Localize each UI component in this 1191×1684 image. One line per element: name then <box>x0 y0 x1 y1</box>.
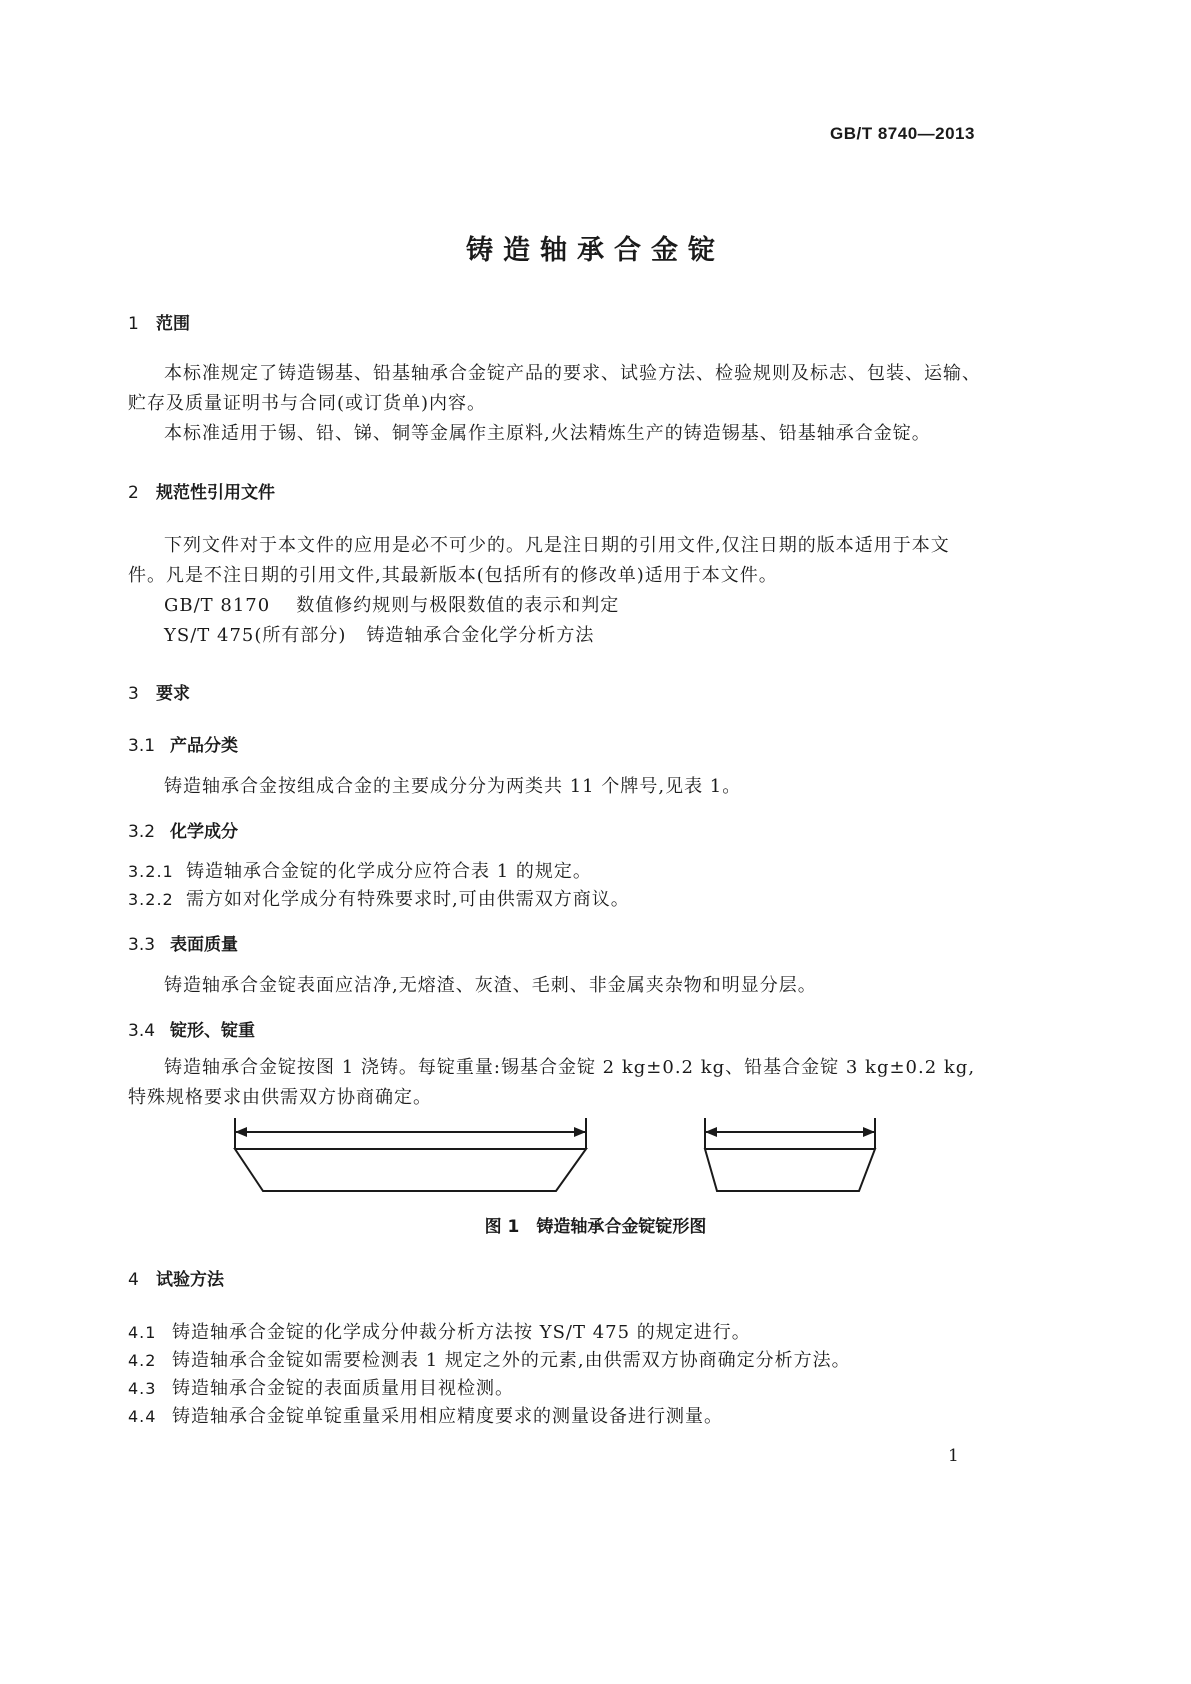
section-1-paragraph-1: 本标准规定了铸造锡基、铅基轴承合金锭产品的要求、试验方法、检验规则及标志、包装、运输、贮存及质量证明书与合同(或订货单)内容。 <box>128 363 981 414</box>
section-1-heading: 1 范围 <box>128 314 190 334</box>
ingot-end-view <box>705 1118 875 1191</box>
section-3-4-paragraph: 铸造轴承合金锭按图 1 浇铸。每锭重量:锡基合金锭 2 kg±0.2 kg、铅基合金锭 3 kg±0.2 kg,特殊规格要求由供需双方协商确定。 <box>128 1057 976 1108</box>
normative-reference-1 <box>164 591 619 617</box>
section-4-heading: 4 试验方法 <box>128 1270 224 1290</box>
reference-title: 数值修约规则与极限数值的表示和判定 <box>296 595 620 616</box>
normative-reference-2 <box>164 621 594 647</box>
section-3-2-heading: 3.2 化学成分 <box>128 822 238 842</box>
clause-4-3: 4.3 铸造轴承合金锭的表面质量用目视检测。 <box>128 1378 514 1399</box>
figure-1-caption: 图 1 铸造轴承合金锭锭形图 <box>484 1217 707 1237</box>
clause-4-4: 4.4 铸造轴承合金锭单锭重量采用相应精度要求的测量设备进行测量。 <box>128 1406 723 1427</box>
section-1-paragraph-2: 本标准适用于锡、铅、锑、铜等金属作主原料,火法精炼生产的铸造锡基、铅基轴承合金锭。 <box>164 423 931 444</box>
reference-code: GB/T 8170 <box>164 595 271 616</box>
reference-code: YS/T 475(所有部分) <box>164 625 347 646</box>
ingot-side-view <box>235 1118 586 1191</box>
section-2-heading: 2 规范性引用文件 <box>128 483 275 503</box>
clause-4-2: 4.2 铸造轴承合金锭如需要检测表 1 规定之外的元素,由供需双方协商确定分析方法。 <box>128 1350 851 1371</box>
section-3-heading: 3 要求 <box>128 684 190 704</box>
clause-3-2-2: 3.2.2 需方如对化学成分有特殊要求时,可由供需双方商议。 <box>128 889 630 910</box>
section-3-3-heading: 3.3 表面质量 <box>128 935 238 955</box>
reference-title: 铸造轴承合金化学分析方法 <box>366 625 595 646</box>
section-3-4-heading: 3.4 锭形、锭重 <box>128 1021 255 1041</box>
page-number: 1 <box>948 1446 959 1466</box>
standard-number: GB/T 8740—2013 <box>830 124 975 143</box>
ingot-shape-figure <box>220 1115 900 1200</box>
section-2-paragraph: 下列文件对于本文件的应用是必不可少的。凡是注日期的引用文件,仅注日期的版本适用于本文件。凡是不注日期的引用文件,其最新版本(包括所有的修改单)适用于本文件。 <box>128 535 950 586</box>
section-3-3-paragraph: 铸造轴承合金锭表面应洁净,无熔渣、灰渣、毛刺、非金属夹杂物和明显分层。 <box>164 975 817 996</box>
section-3-1-heading: 3.1 产品分类 <box>128 736 238 756</box>
section-3-1-paragraph: 铸造轴承合金按组成合金的主要成分分为两类共 11 个牌号,见表 1。 <box>164 776 742 797</box>
clause-4-1: 4.1 铸造轴承合金锭的化学成分仲裁分析方法按 YS/T 475 的规定进行。 <box>128 1322 751 1343</box>
document-title: 铸造轴承合金锭 <box>466 235 725 266</box>
clause-3-2-1: 3.2.1 铸造轴承合金锭的化学成分应符合表 1 的规定。 <box>128 861 592 882</box>
